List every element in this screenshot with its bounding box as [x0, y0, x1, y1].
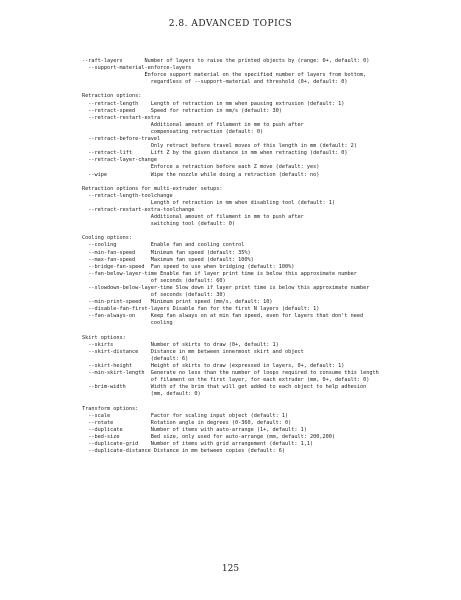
text-line: Enforce support material on the specified number of layers from bottom,: [82, 72, 367, 79]
text-line: --support-material-enforce-layers: [82, 65, 192, 72]
blank-line: [82, 86, 442, 93]
text-line: --min-print-speed Minimum print speed (mm/s, default: 10): [82, 299, 273, 306]
options-listing: [82, 58, 442, 455]
text-line: --retract-restart-extra: [82, 114, 161, 121]
text-line: --fan-below-layer-time Enable fan if layer print time is below this approximate number: [82, 270, 357, 277]
text-line: (default: 6): [82, 355, 189, 362]
text-line: --raft-layers Number of layers to raise the printed objects by (range: 0+, default: 0): [82, 58, 370, 64]
text-line: --retract-speed Speed for retraction in mm/s (default: 30): [82, 107, 282, 114]
text-line: of seconds (default: 30): [82, 292, 226, 299]
text-line: --bridge-fan-speed Fan speed to use when bridging (default: 100%): [82, 263, 295, 270]
text-line: --bed-size Bed size, only used for auto-arrange (mm, default: 200,200): [82, 433, 335, 440]
text-line: (mm, default: 0): [82, 391, 201, 398]
text-line: Additional amount of filament in mm to push after: [82, 214, 304, 221]
text-line: --retract-layer-change: [82, 157, 157, 164]
text-line: of seconds (default: 60): [82, 277, 226, 284]
text-line: of filament on the first layer, for each extruder (mm, 0+, default: 0): [82, 377, 370, 384]
text-line: --rotate Rotation angle in degrees (0-360, default: 0): [82, 419, 292, 426]
text-line: --slowdown-below-layer-time Slow down if layer print time is below this approximate number: [82, 285, 370, 291]
text-line: Skirt options:: [82, 334, 126, 341]
text-line: --skirt-distance Distance in mm between innermost skirt and object: [82, 348, 304, 355]
text-line: --skirt-height Height of skirts to draw (expressed in layers, 0+, default: 1): [82, 363, 345, 370]
text-line: --min-skirt-length Generate no less than the number of loops required to consume this length: [82, 370, 379, 377]
text-line: --retract-length-toolchange: [82, 192, 173, 199]
text-line: Transform options:: [82, 405, 139, 412]
blank-line: [82, 228, 442, 235]
text-line: --min-fan-speed Minimum fan speed (default: 35%): [82, 249, 251, 256]
page-number: 125: [221, 564, 240, 574]
text-line: --duplicate-distance Distance in mm between copies (default: 6): [82, 448, 286, 455]
text-line: compensating retraction (default: 0): [82, 128, 264, 135]
blank-line: [82, 399, 442, 406]
text-line: regardless of --support-material and threshold (0+, default: 0): [82, 79, 348, 86]
text-line: --retract-length Length of retraction in mm when pausing extrusion (default: 1): [82, 100, 345, 107]
text-line: --retract-restart-extra-toolchange: [82, 206, 195, 213]
text-line: Retraction options:: [82, 93, 142, 100]
text-line: switching tool (default: 0): [82, 221, 236, 228]
text-line: Enforce a retraction before each Z move (default: yes): [82, 164, 320, 171]
text-line: --brim-width Width of the brim that will get added to each object to help adhesion: [82, 384, 367, 391]
text-line: Retraction options for multi-extruder setups:: [82, 185, 223, 192]
text-line: --duplicate-grid Number of items with grid arrangement (default: 1,1): [82, 441, 314, 448]
text-line: --skirts Number of skirts to draw (0+, default: 1): [82, 341, 279, 348]
text-line: --cooling Enable fan and cooling control: [82, 242, 245, 249]
text-line: --disable-fan-first-layers Disable fan for the first N layers (default: 1): [82, 306, 320, 313]
text-line: Cooling options:: [82, 235, 132, 242]
text-line: --fan-always-on Keep fan always on at min fan speed, even for layers that don't need: [82, 313, 364, 320]
text-line: --duplicate Number of items with auto-arrange (1+, default: 1): [82, 426, 307, 433]
text-line: --wipe Wipe the nozzle while doing a retraction (default: no): [82, 171, 320, 178]
text-line: --retract-before-travel: [82, 136, 161, 143]
text-line: cooling: [82, 320, 173, 327]
text-line: --retract-lift Lift Z by the given distance in mm when retracting (default: 0): [82, 150, 348, 157]
text-line: --scale Factor for scaling input object (default: 1): [82, 412, 289, 419]
running-header: 2.8. ADVANCED TOPICS: [168, 19, 293, 29]
blank-line: [82, 179, 442, 186]
blank-line: [82, 328, 442, 335]
text-line: Length of retraction in mm when disabling tool (default: 1): [82, 199, 335, 206]
text-line: Additional amount of filament in mm to push after: [82, 121, 304, 128]
text-line: Only retract before travel moves of this length in mm (default: 2): [82, 143, 357, 150]
text-line: --max-fan-speed Maximum fan speed (default: 100%): [82, 256, 254, 263]
